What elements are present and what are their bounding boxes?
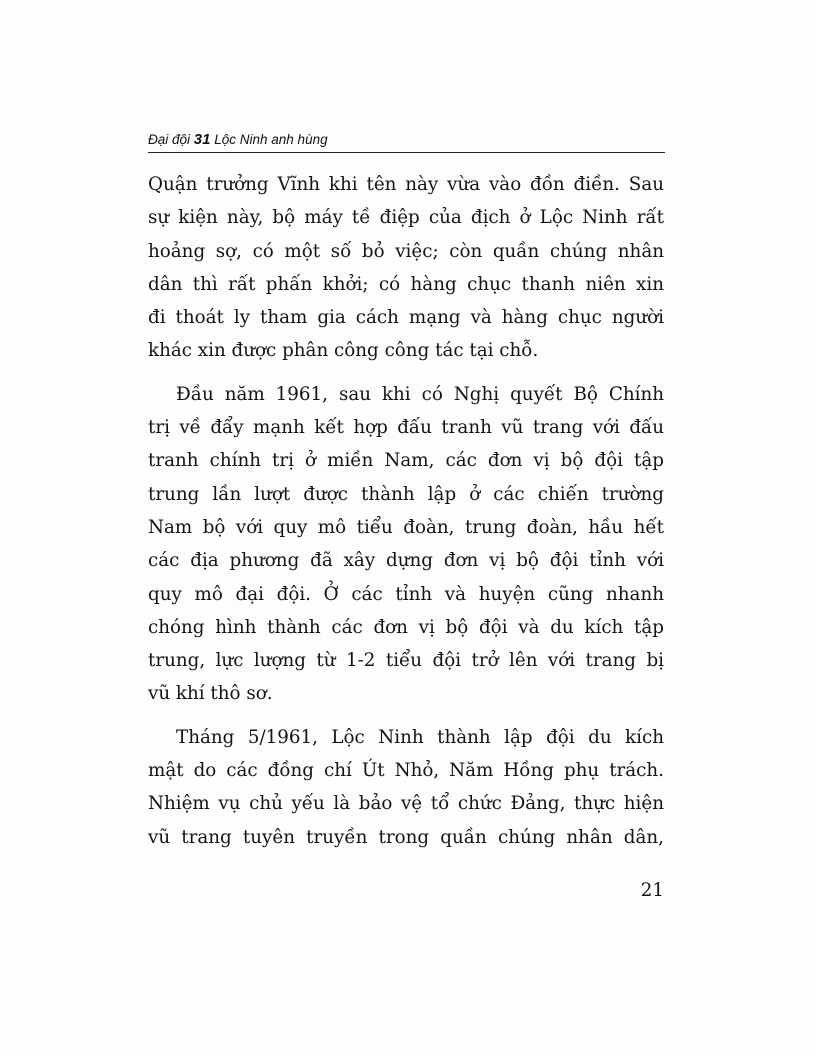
text-line: các địa phương đã xây dựng đơn vị bộ đội tỉnh với [148, 550, 664, 572]
header-prefix: Đại đội [148, 132, 191, 147]
text-line: vũ trang tuyên truyền trong quần chúng nhân dân, [148, 826, 664, 848]
text-line: mật do các đồng chí Út Nhỏ, Năm Hồng phụ trách. [148, 760, 664, 782]
text-line: Đầu năm 1961, sau khi có Nghị quyết Bộ Chính [176, 383, 664, 405]
text-line: Nhiệm vụ chủ yếu là bảo vệ tổ chức Đảng, thực hiện [148, 793, 664, 815]
text-line: đi thoát ly tham gia cách mạng và hàng chục người [148, 307, 664, 329]
text-line: quy mô đại đội. Ở các tỉnh và huyện cũng nhanh [148, 583, 664, 605]
body-text [148, 168, 664, 854]
paragraph-gap [148, 368, 664, 378]
running-header [148, 130, 665, 153]
text-line: chóng hình thành các đơn vị bộ đội và du kích tập [148, 616, 664, 638]
page-number: 21 [640, 880, 664, 901]
text-line: Tháng 5/1961, Lộc Ninh thành lập đội du kích [176, 726, 664, 748]
text-line: trung, lực lượng từ 1-2 tiểu đội trở lên với trang bị [148, 650, 664, 672]
text-line: Nam bộ với quy mô tiểu đoàn, trung đoàn, hầu hết [148, 516, 664, 538]
text-line: sự kiện này, bộ máy tề điệp của địch ở Lộc Ninh rất [148, 207, 664, 229]
paragraph [148, 721, 664, 854]
text-line: khác xin được phân công công tác tại chỗ. [148, 340, 539, 362]
text-line: dân thì rất phấn khởi; có hàng chục thanh niên xin [148, 273, 664, 295]
text-line: vũ khí thô sơ. [148, 683, 273, 705]
paragraph-gap [148, 711, 664, 721]
header-number: 31 [193, 131, 211, 148]
paragraph [148, 168, 664, 368]
text-line: tranh chính trị ở miền Nam, các đơn vị bộ đội tập [148, 450, 664, 472]
text-line: hoảng sợ, có một số bỏ việc; còn quần chúng nhân [148, 240, 664, 262]
text-line: trị về đẩy mạnh kết hợp đấu tranh vũ trang với đấu [148, 417, 664, 439]
text-line: trung lần lượt được thành lập ở các chiến trường [148, 483, 664, 505]
text-line: Quận trưởng Vĩnh khi tên này vừa vào đồn điền. Sau [148, 174, 664, 195]
header-suffix: Lộc Ninh anh hùng [214, 132, 328, 147]
paragraph [148, 378, 664, 711]
